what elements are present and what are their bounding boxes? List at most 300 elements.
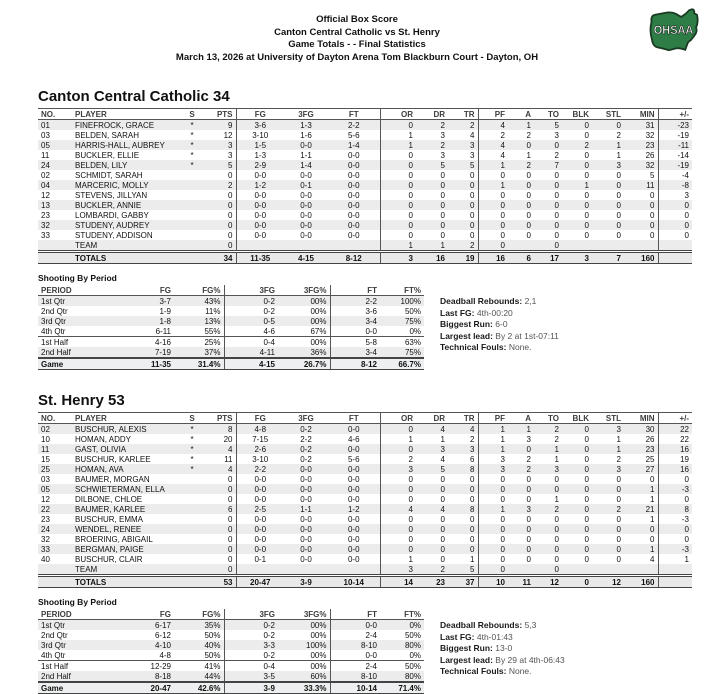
table-row	[38, 514, 692, 524]
stat-cell: 4	[470, 131, 475, 140]
note-technical-fouls: Technical Fouls: None.	[440, 666, 532, 677]
stat-cell: 3	[228, 141, 233, 150]
note-largest-lead: Largest lead: By 29 at 4th-06:43	[440, 654, 565, 665]
stat-cell: 0	[440, 475, 445, 484]
header-cell: PERIOD	[38, 285, 118, 296]
header-cell: PF	[478, 109, 508, 120]
stat-cell: HOMAN, ADDY	[75, 435, 132, 444]
stat-cell: 0	[380, 474, 416, 484]
stat-cell: 19	[658, 454, 692, 464]
stat-cell: 1	[470, 555, 475, 564]
stat-cell: 0-0	[330, 326, 380, 337]
team-row	[38, 240, 692, 252]
stat-cell: *	[190, 161, 194, 170]
table-row	[38, 650, 424, 661]
stat-cell: 80%	[404, 641, 421, 650]
stat-cell: 23	[41, 515, 50, 524]
stat-cell: 75%	[404, 348, 421, 357]
player-rows	[38, 120, 692, 241]
stat-cell: 1st Half	[38, 661, 118, 672]
table-row	[38, 150, 692, 160]
header-cell: OR	[380, 413, 416, 424]
stat-cell: 0-0	[330, 650, 380, 661]
stat-cell	[624, 240, 658, 252]
stat-cell: 0	[554, 565, 559, 574]
stat-cell: STUDENY, ADDISON	[75, 231, 153, 240]
stat-cell: 3	[478, 454, 508, 464]
stat-cell: 25	[41, 465, 50, 474]
stat-cell: 16	[478, 252, 508, 264]
header-cell: PERIOD	[38, 609, 118, 620]
box-header-row	[38, 413, 692, 424]
stat-cell: 00%	[310, 297, 327, 306]
stat-cell: 0	[470, 171, 475, 180]
stat-cell	[182, 170, 202, 180]
team-notes	[440, 296, 559, 354]
stat-cell: 0	[650, 475, 655, 484]
stat-cell: 0	[470, 221, 475, 230]
stat-cell: 6	[470, 455, 475, 464]
stat-cell: 40	[41, 555, 50, 564]
header-cell: DR	[416, 109, 448, 120]
stat-cell: 100%	[400, 297, 421, 306]
stat-cell: 3rd Qtr	[41, 641, 66, 650]
stat-cell: 0	[584, 191, 589, 200]
stat-cell: 0	[584, 211, 589, 220]
stat-cell: 0	[228, 535, 233, 544]
stat-cell: 1-3	[300, 121, 312, 130]
stat-cell: 0	[380, 190, 416, 200]
stat-cell: 6	[508, 252, 534, 264]
stat-cell: 10	[41, 435, 50, 444]
stat-cell: 0	[380, 444, 416, 454]
stat-cell: 4	[228, 445, 233, 454]
stat-cell: 0	[616, 191, 621, 200]
header-cell: FT	[330, 609, 380, 620]
stat-cell: 0-0	[300, 171, 312, 180]
stat-cell: 7-19	[154, 348, 171, 357]
shooting-and-notes	[38, 609, 692, 694]
stat-cell	[182, 474, 202, 484]
stat-cell: 5	[650, 171, 655, 180]
stat-cell: 0	[658, 200, 692, 210]
stat-cell: 2	[440, 141, 445, 150]
stat-cell: 20-47	[118, 682, 174, 694]
stat-cell: 2	[554, 425, 559, 434]
stat-cell: 21	[645, 505, 655, 514]
stat-cell: -4	[658, 170, 692, 180]
table-row	[38, 544, 692, 554]
stat-cell: 0-0	[300, 485, 312, 494]
stat-cell: 0	[616, 231, 621, 240]
stat-cell	[328, 564, 380, 576]
stat-cell: 2	[554, 505, 559, 514]
stat-cell: 1-1	[300, 151, 312, 160]
header-subtitle: Game Totals - - Final Statistics	[288, 39, 426, 50]
stat-cell: 0	[584, 515, 589, 524]
stat-cell: 1	[650, 545, 655, 554]
stat-cell: 0	[470, 525, 475, 534]
stat-cell: 0	[440, 535, 445, 544]
stat-cell: 3-6	[330, 306, 380, 316]
stat-cell: 0	[584, 151, 589, 160]
stat-cell: 0	[554, 515, 559, 524]
stat-cell: 0	[380, 514, 416, 524]
table-row	[38, 534, 692, 544]
stat-cell: 0-0	[236, 544, 284, 554]
table-row	[38, 316, 424, 326]
stat-cell: 0	[554, 201, 559, 210]
stat-cell: 0	[650, 191, 655, 200]
stat-cell: 0	[554, 241, 559, 250]
header-cell: FG%	[174, 285, 224, 296]
stat-cell: 75%	[404, 317, 421, 326]
stat-cell: 4	[440, 505, 445, 514]
stat-cell: 0-2	[300, 425, 312, 434]
header-cell: TO	[534, 413, 562, 424]
stat-cell	[236, 240, 284, 252]
stat-cell: 0	[228, 191, 233, 200]
stat-cell: 3	[526, 435, 531, 444]
stat-cell: 24	[41, 161, 50, 170]
stat-cell: 0-2	[224, 630, 278, 640]
stat-cell: 0-0	[347, 475, 360, 484]
stat-cell: 3	[658, 190, 692, 200]
stat-cell: 1	[526, 121, 531, 130]
header-cell: 3FG	[284, 413, 328, 424]
stat-cell: 2	[478, 130, 508, 140]
header-cell: TO	[534, 109, 562, 120]
stat-cell: 53	[202, 576, 236, 588]
stat-cell: 5-6	[347, 455, 360, 464]
stat-cell: 33	[41, 231, 50, 240]
stat-cell: 1-1	[300, 505, 312, 514]
stat-cell: 1	[478, 160, 508, 170]
stat-cell: 0-0	[347, 495, 360, 504]
stat-cell: 0	[584, 545, 589, 554]
stat-cell: 05	[41, 485, 50, 494]
stat-cell: 0-0	[300, 141, 312, 150]
stat-cell: 4-8	[236, 424, 284, 435]
stat-cell: 40%	[204, 641, 221, 650]
stat-cell	[236, 564, 284, 576]
table-row	[38, 130, 692, 140]
stat-cell: 5	[470, 565, 475, 574]
stat-cell	[182, 534, 202, 544]
stat-cell: 0-0	[347, 485, 360, 494]
stat-cell: 0-0	[300, 535, 312, 544]
stat-cell: Game	[38, 358, 118, 370]
stat-cell: 2-2	[347, 121, 360, 130]
stat-cell: 1	[650, 495, 655, 504]
stat-cell	[38, 576, 72, 588]
header-cell: FG	[118, 609, 174, 620]
table-row	[38, 630, 424, 640]
totals-row	[38, 252, 692, 264]
stat-cell: 3	[616, 465, 621, 474]
header-cell: PLAYER	[72, 109, 182, 120]
stat-cell: 7	[554, 161, 559, 170]
stat-cell: 0	[380, 524, 416, 534]
stat-cell	[624, 564, 658, 576]
stat-cell	[182, 484, 202, 494]
stat-cell: 42.6%	[174, 682, 224, 694]
stat-cell: 3-9	[284, 576, 328, 588]
stat-cell: 0	[380, 220, 416, 230]
stat-cell: 27	[645, 465, 655, 474]
stat-cell: 0	[616, 475, 621, 484]
stat-cell: 10-14	[330, 682, 380, 694]
stat-cell: 4	[478, 150, 508, 160]
stat-cell: 3	[440, 151, 445, 160]
stat-cell: 0	[478, 514, 508, 524]
stat-cell: 0-0	[300, 211, 312, 220]
header-cell: FG	[236, 413, 284, 424]
stat-cell: 0	[380, 230, 416, 240]
stat-cell	[38, 564, 72, 576]
stat-cell: 0-0	[236, 210, 284, 220]
stat-cell: 0	[584, 171, 589, 180]
stat-cell: 1	[380, 130, 416, 140]
stat-cell: 0	[658, 534, 692, 544]
stat-cell: 0	[526, 495, 531, 504]
stat-cell	[658, 576, 692, 588]
stat-cell	[182, 554, 202, 564]
stat-cell: WENDEL, RENEE	[75, 525, 142, 534]
stat-cell: 23	[645, 445, 655, 454]
stat-cell: 1	[380, 140, 416, 150]
stat-cell: 8-10	[330, 640, 380, 650]
table-row	[38, 620, 424, 631]
header-cell: FT	[328, 413, 380, 424]
stat-cell: 6-12	[154, 631, 171, 640]
stat-cell: 0	[584, 435, 589, 444]
stat-cell: 1	[380, 434, 416, 444]
stat-cell: 0	[616, 121, 621, 130]
stat-cell: 23	[645, 141, 655, 150]
stat-cell: 0	[228, 525, 233, 534]
stat-cell: 1	[526, 425, 531, 434]
stat-cell: 1	[616, 445, 621, 454]
note-largest-lead: Largest lead: By 2 at 1st-07:11	[440, 330, 559, 341]
shooting-table	[38, 609, 424, 694]
stat-cell: 2-9	[236, 160, 284, 170]
stat-cell: -11	[658, 140, 692, 150]
stat-cell: SCHWIETERMAN, ELLA	[75, 485, 165, 494]
header-cell: FT%	[380, 609, 424, 620]
stat-cell: 0	[554, 191, 559, 200]
table-row	[38, 494, 692, 504]
stat-cell: 50%	[404, 631, 421, 640]
stat-cell: 13	[41, 201, 50, 210]
stat-cell: 0	[470, 211, 475, 220]
box-header-row	[38, 109, 692, 120]
stat-cell: 0	[658, 474, 692, 484]
stat-cell: 0	[440, 191, 445, 200]
team-row	[38, 564, 692, 576]
stat-cell: 0	[658, 210, 692, 220]
stat-cell: 2	[526, 131, 531, 140]
stat-cell: 0	[526, 171, 531, 180]
stat-cell: 2nd Half	[41, 348, 71, 357]
stat-cell: 0	[470, 545, 475, 554]
stat-cell: 0	[380, 544, 416, 554]
stat-cell: 0-1	[300, 181, 312, 190]
stat-cell: 1-3	[236, 150, 284, 160]
stat-cell: 0	[470, 181, 475, 190]
stat-cell: BUCKLER, ANNIE	[75, 201, 142, 210]
stat-cell: 4-8	[159, 651, 171, 660]
stat-cell: 0-5	[224, 316, 278, 326]
header-cell: PTS	[202, 109, 236, 120]
table-row	[38, 296, 424, 307]
stat-cell: 12	[223, 131, 233, 140]
table-row	[38, 640, 424, 650]
stat-cell: 0	[584, 425, 589, 434]
stat-cell: 2-6	[236, 444, 284, 454]
stat-cell: 2	[616, 131, 621, 140]
stat-cell: 2	[616, 505, 621, 514]
stat-cell: BELDEN, LILY	[75, 161, 128, 170]
stat-cell: 12	[592, 576, 624, 588]
table-row	[38, 671, 424, 682]
stat-cell: 0	[562, 576, 592, 588]
stat-cell: 0	[584, 231, 589, 240]
stat-cell: 2nd Half	[41, 672, 71, 681]
stat-cell: 0	[380, 494, 416, 504]
stat-cell: 0-0	[347, 161, 360, 170]
stat-cell: BELDEN, SARAH	[75, 131, 140, 140]
shooting-by-period-label: Shooting By Period	[38, 597, 117, 607]
stat-cell: 0-0	[300, 515, 312, 524]
table-row	[38, 240, 692, 252]
stat-cell	[182, 190, 202, 200]
stat-cell: 0	[554, 181, 559, 190]
stat-cell: 03	[41, 475, 50, 484]
stat-cell: 0	[478, 564, 508, 576]
stat-cell: 4-6	[224, 326, 278, 337]
stat-cell: 4-11	[224, 347, 278, 358]
stat-cell: 0-0	[236, 190, 284, 200]
shooting-and-notes	[38, 285, 692, 370]
stat-cell: 160	[624, 576, 658, 588]
stat-cell: 0	[554, 171, 559, 180]
stat-cell: 12-29	[118, 661, 174, 672]
stat-cell: *	[190, 425, 194, 434]
table-row	[38, 306, 424, 316]
stat-cell	[284, 240, 328, 252]
stat-cell: -14	[658, 150, 692, 160]
stat-cell: 0	[440, 525, 445, 534]
stat-cell: 00%	[278, 337, 330, 348]
stat-cell: 0	[478, 544, 508, 554]
stat-cell: BUSCHUR, KARLEE	[75, 455, 151, 464]
stat-cell: 0-2	[224, 620, 278, 631]
stat-cell: 60%	[310, 672, 327, 681]
ohsaa-logo-text: OHSAA	[653, 23, 694, 38]
stat-cell: 0-2	[224, 306, 278, 316]
stat-cell: 0	[616, 171, 621, 180]
stat-cell: 11	[41, 151, 50, 160]
table-row	[38, 180, 692, 190]
stat-cell: 0	[228, 231, 233, 240]
stat-cell: 32	[645, 161, 655, 170]
stat-cell: 1	[658, 554, 692, 564]
stat-cell	[508, 564, 534, 576]
stat-cell: 3-4	[330, 316, 380, 326]
header-cell: FT%	[380, 285, 424, 296]
stat-cell: 0	[228, 171, 233, 180]
header-cell: NO.	[38, 109, 72, 120]
stat-cell: 11-35	[118, 358, 174, 370]
stat-cell: 2-2	[236, 464, 284, 474]
stat-cell: 0-0	[236, 524, 284, 534]
note-biggest-run: Biggest Run: 13-0	[440, 643, 513, 654]
stat-cell: 0	[478, 230, 508, 240]
stat-cell: 2nd Qtr	[41, 631, 68, 640]
stat-cell: 0	[584, 525, 589, 534]
stat-cell: 10-14	[328, 576, 380, 588]
stat-cell: 2	[228, 181, 233, 190]
stat-cell: 7-15	[236, 434, 284, 444]
stat-cell: 0	[584, 221, 589, 230]
table-row	[38, 190, 692, 200]
header-cell: S	[182, 109, 202, 120]
stat-cell: 13%	[204, 317, 221, 326]
team-title: Canton Central Catholic 34	[38, 88, 230, 105]
table-row	[38, 230, 692, 240]
stat-cell: 0-1	[236, 554, 284, 564]
stat-cell: 0	[440, 181, 445, 190]
stat-cell	[182, 252, 202, 264]
stat-cell	[182, 576, 202, 588]
stat-cell: 00%	[310, 317, 327, 326]
stat-cell: 05	[41, 141, 50, 150]
stat-cell: BAUMER, MORGAN	[75, 475, 150, 484]
stat-cell: 0	[228, 485, 233, 494]
stat-cell: 0	[526, 515, 531, 524]
stat-cell: 2nd Qtr	[41, 307, 68, 316]
stat-cell: 5	[228, 161, 233, 170]
stat-cell: 0	[554, 525, 559, 534]
stat-cell: 0	[584, 201, 589, 210]
stat-cell: 2	[616, 455, 621, 464]
stat-cell: 100%	[306, 641, 327, 650]
stat-cell: HOMAN, AVA	[75, 465, 124, 474]
stat-cell: 20	[223, 435, 233, 444]
stat-cell: 3-10	[236, 454, 284, 464]
stat-cell: 0	[478, 494, 508, 504]
stat-cell: 0	[584, 485, 589, 494]
box-score-table	[38, 108, 692, 264]
stat-cell: 16	[658, 464, 692, 474]
stat-cell: 0	[658, 230, 692, 240]
stat-cell: 33	[41, 545, 50, 554]
stat-cell: *	[190, 141, 194, 150]
stat-cell: 0	[478, 190, 508, 200]
table-row	[38, 554, 692, 564]
shooting-by-period-label: Shooting By Period	[38, 273, 117, 283]
stat-cell: Game	[38, 682, 118, 694]
stat-cell: 3	[470, 141, 475, 150]
note-technical-fouls: Technical Fouls: None.	[440, 342, 532, 353]
stat-cell: 6-17	[154, 621, 171, 630]
stat-cell: 34	[202, 252, 236, 264]
stat-cell: 02	[41, 425, 50, 434]
stat-cell: 1	[554, 455, 559, 464]
stat-cell	[182, 524, 202, 534]
stat-cell: 37	[448, 576, 478, 588]
